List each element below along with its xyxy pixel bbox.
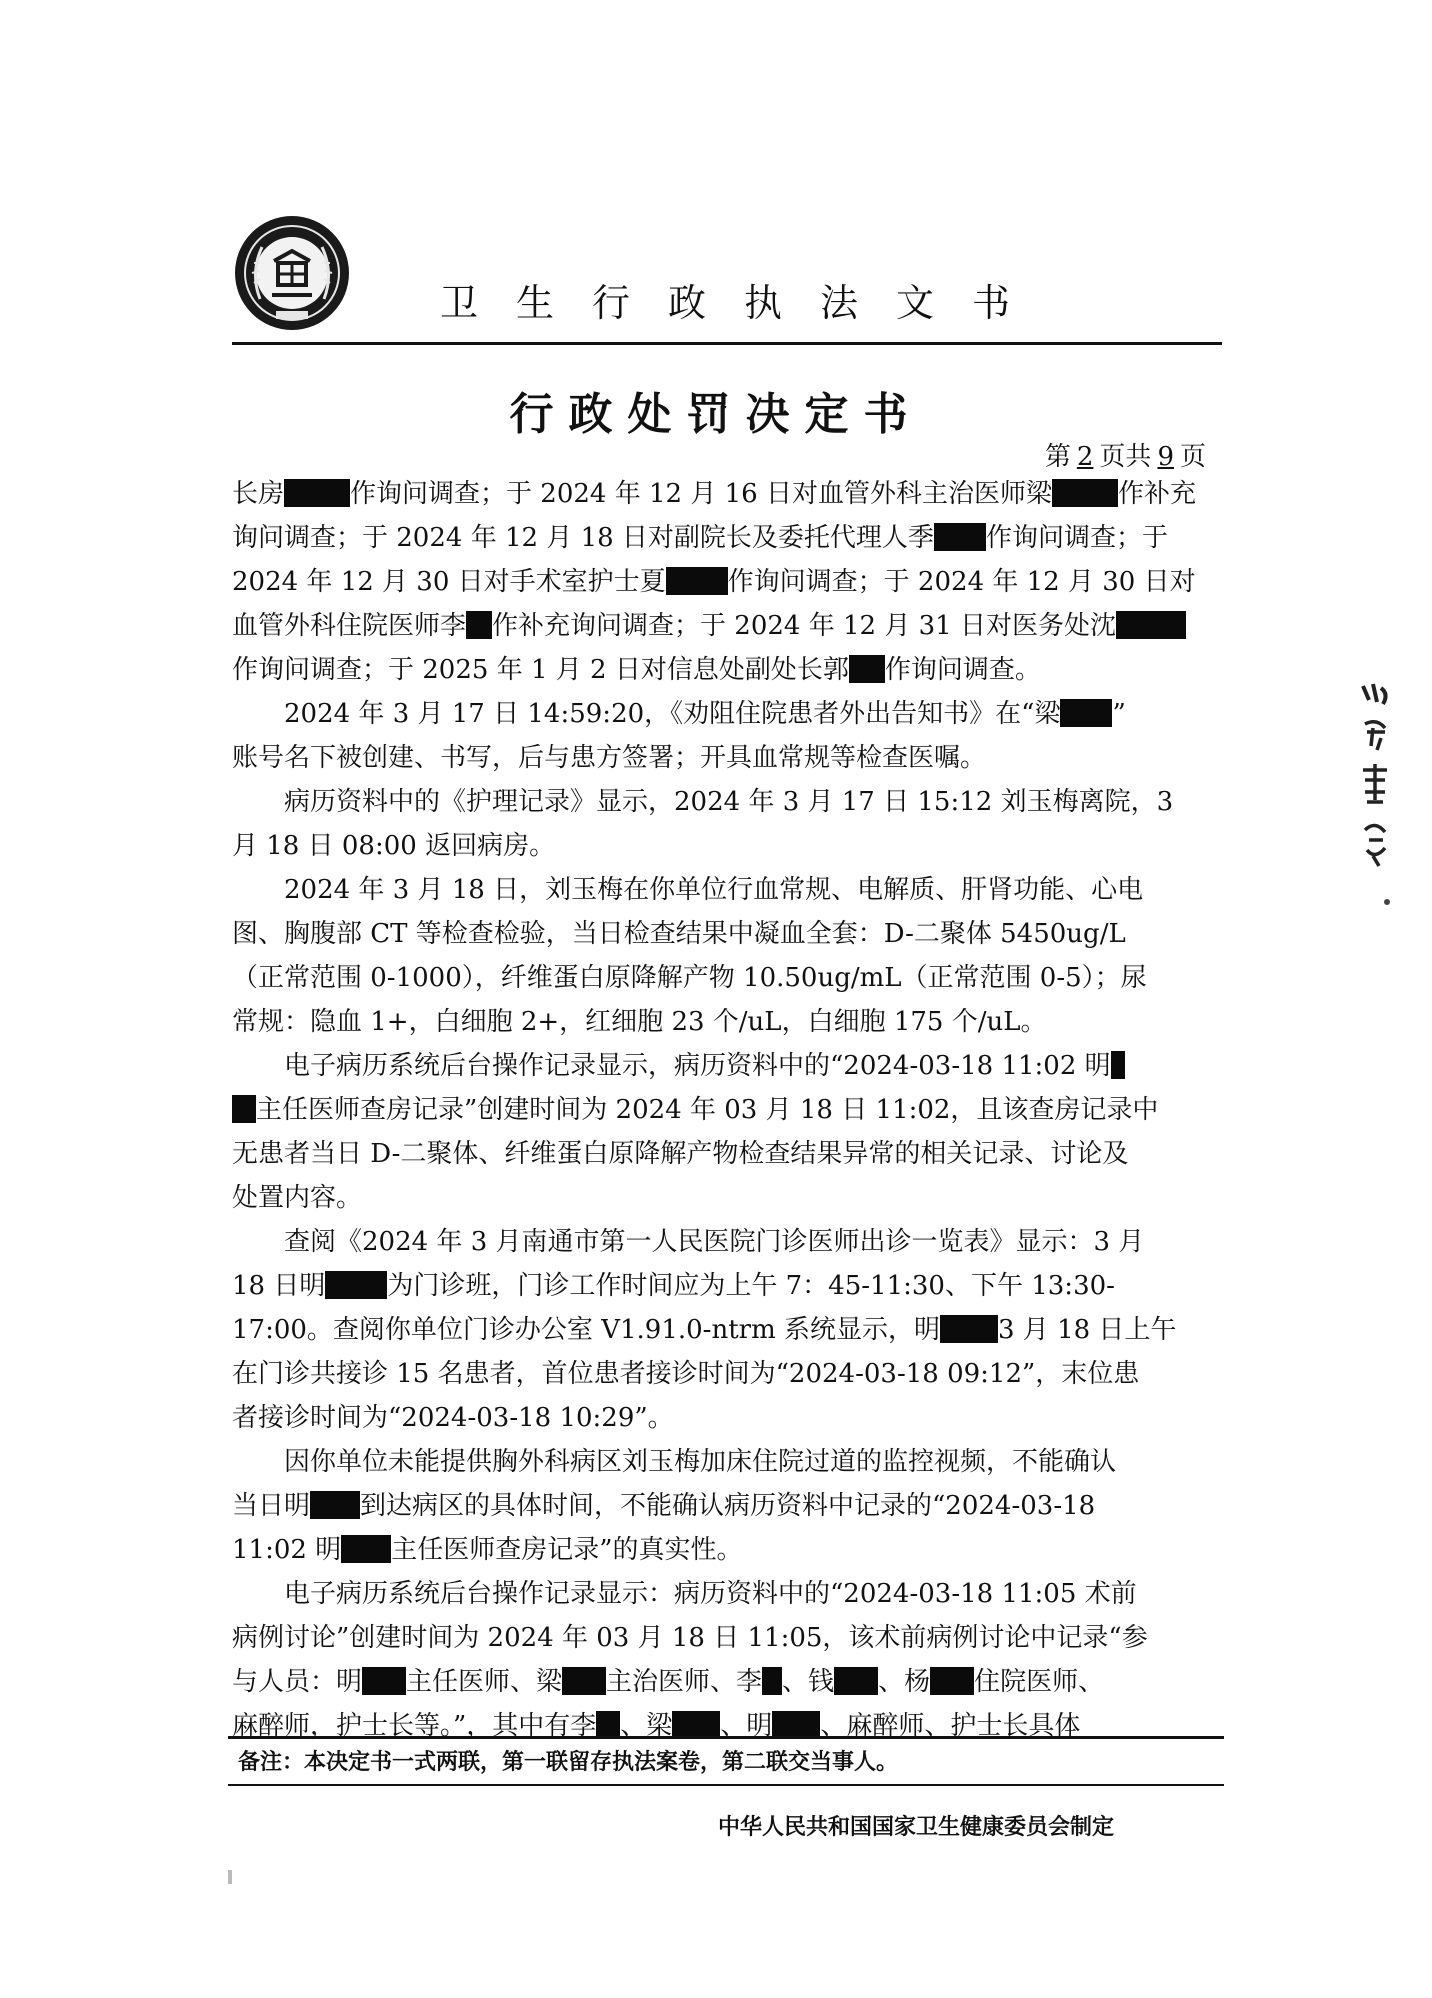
footer-note: 备注：本决定书一式两联，第一联留存执法案卷，第二联交当事人。 xyxy=(238,1750,899,1775)
body-line: 与人员：明 主任医师、梁 主治医师、李 、钱 、杨 住院医师、 xyxy=(232,1667,1105,1697)
body-line: 血管外科住院医师李 作补充询问调查；于 2024 年 12 月 31 日对医务处沈 xyxy=(232,604,1204,648)
body-line: 询问调查；于 2024 年 12 月 18 日对副院长及委托代理人季 作询问调查；于 xyxy=(232,523,1168,553)
redaction-block xyxy=(362,1667,406,1695)
body-line: 长房 作询问调查；于 2024 年 12 月 16 日对血管外科主治医师梁 作补充 xyxy=(232,479,1196,509)
health-enforcement-emblem-icon xyxy=(232,213,352,333)
page-current: 2 xyxy=(1076,442,1094,472)
body-line: 查阅《2024 年 3 月南通市第一人民医院门诊医师出诊一览表》显示：3 月 xyxy=(284,1227,1145,1257)
redaction-block xyxy=(1116,611,1186,639)
redaction-block xyxy=(934,523,986,551)
body-line: 图、胸腹部 CT 等检查检验，当日检查结果中凝血全套：D-二聚体 5450ug/L xyxy=(232,919,1126,949)
body-line: 月 18 日 08:00 返回病房。 xyxy=(232,831,556,861)
redaction-block xyxy=(1060,699,1112,727)
body-line: 2024 年 3 月 18 日，刘玉梅在你单位行血常规、电解质、肝肾功能、心电 xyxy=(284,875,1144,905)
redaction-block xyxy=(772,1711,820,1739)
seal-fragment-icon xyxy=(1355,680,1395,925)
body-line: 11:02 明 主任医师查房记录”的真实性。 xyxy=(232,1535,743,1565)
body-line: 当日明 到达病区的具体时间，不能确认病历资料中记录的“2024-03-18 xyxy=(232,1491,1096,1521)
redaction-block xyxy=(310,1491,360,1519)
document-title: 行政处罚决定书 xyxy=(509,389,923,440)
footer-divider-top xyxy=(228,1736,1224,1739)
redaction-block xyxy=(672,1711,720,1739)
body-line: 主任医师查房记录”创建时间为 2024 年 03 月 18 日 11:02，且该查房记录中 xyxy=(232,1088,1204,1132)
body-line: 者接诊时间为“2024-03-18 10:29”。 xyxy=(232,1403,674,1433)
body-line: 账号名下被创建、书写，后与患方签署；开具血常规等检查医嘱。 xyxy=(232,743,987,773)
body-line: （正常范围 0-1000），纤维蛋白原降解产物 10.50ug/mL（正常范围 0-5）；尿 xyxy=(232,963,1147,993)
page-total: 9 xyxy=(1157,442,1174,472)
body-line: 作询问调查；于 2025 年 1 月 2 日对信息处副处长郭 作询问调查。 xyxy=(232,655,1041,685)
redaction-block xyxy=(325,1271,387,1299)
body-line: 电子病历系统后台操作记录显示：病历资料中的“2024-03-18 11:05 术前 xyxy=(284,1579,1137,1609)
page-middle: 页共 xyxy=(1099,442,1152,472)
page-prefix: 第 xyxy=(1044,442,1071,472)
body-line: 2024 年 3 月 17 日 14:59:20，《劝阻住院患者外出告知书》在“梁 ” xyxy=(284,699,1126,729)
redaction-block xyxy=(940,1315,998,1343)
redaction-block xyxy=(596,1711,620,1739)
body-line: 电子病历系统后台操作记录显示，病历资料中的“2024-03-18 11:02 明 xyxy=(232,1044,1204,1088)
redaction-block xyxy=(849,655,885,683)
document-header-title: 卫生行政执法文书 xyxy=(440,281,1049,325)
body-line: 18 日明 为门诊班，门诊工作时间应为上午 7：45-11:30、下午 13:30- xyxy=(232,1271,1115,1301)
redaction-block xyxy=(762,1667,782,1695)
body-line: 麻醉师，护士长等。”，其中有李 、梁 、明 、麻醉师、护士长具体 xyxy=(232,1711,1081,1741)
redaction-block xyxy=(666,567,728,595)
issuing-authority: 中华人民共和国国家卫生健康委员会制定 xyxy=(717,1815,1114,1840)
body-line: 因你单位未能提供胸外科病区刘玉梅加床住院过道的监控视频，不能确认 xyxy=(284,1447,1117,1477)
body-line: 17:00。查阅你单位门诊办公室 V1.91.0-ntrm 系统显示，明 3 月 18 日上午 xyxy=(232,1315,1177,1345)
body-line: 无患者当日 D-二聚体、纤维蛋白原降解产物检查结果异常的相关记录、讨论及 xyxy=(232,1139,1129,1169)
body-line: 2024 年 12 月 30 日对手术室护士夏 作询问调查；于 2024 年 12 月 30 日对 xyxy=(232,567,1196,597)
body-line: 在门诊共接诊 15 名患者，首位患者接诊时间为“2024-03-18 09:12”，末位患 xyxy=(232,1359,1140,1389)
footer-divider-bottom xyxy=(228,1784,1224,1786)
redaction-block xyxy=(562,1667,606,1695)
body-line: 病历资料中的《护理记录》显示，2024 年 3 月 17 日 15:12 刘玉梅离院，3 xyxy=(284,787,1174,817)
decision-body xyxy=(232,472,1204,1748)
redaction-block xyxy=(930,1667,974,1695)
page-suffix: 页 xyxy=(1179,442,1206,472)
redaction-block xyxy=(341,1535,391,1563)
body-line: 处置内容。 xyxy=(232,1183,363,1213)
redaction-block xyxy=(1052,479,1118,507)
header-divider xyxy=(232,342,1222,345)
page-indicator xyxy=(1045,436,1206,473)
body-line: 常规：隐血 1+，白细胞 2+，红细胞 23 个/uL，白细胞 175 个/uL。 xyxy=(232,1007,1047,1037)
body-line: 病例讨论”创建时间为 2024 年 03 月 18 日 11:05，该术前病例讨论中记录“参 xyxy=(232,1623,1148,1653)
redaction-block xyxy=(232,1095,256,1123)
redaction-block xyxy=(284,479,350,507)
redaction-block xyxy=(466,611,492,639)
redaction-block xyxy=(1111,1051,1125,1079)
scan-artifact xyxy=(228,1870,232,1884)
redaction-block xyxy=(834,1667,878,1695)
